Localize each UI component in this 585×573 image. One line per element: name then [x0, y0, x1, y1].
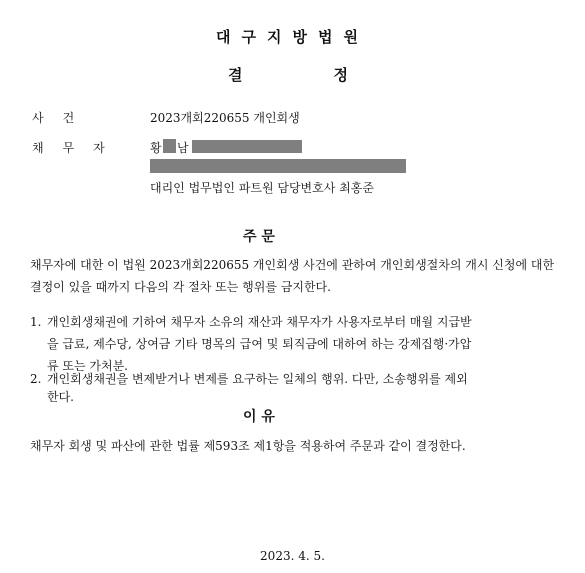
redaction-block: [163, 139, 176, 153]
order-heading: 주 문: [243, 229, 275, 245]
item-line: 을 급료, 제수당, 상여금 기타 명목의 급여 및 퇴직금에 대하여 하는 강제집행·가압: [47, 337, 472, 351]
item-line: 개인회생채권을 변제받거나 변제를 요구하는 일체의 행위. 다만, 소송행위를 제외: [47, 372, 468, 386]
item-line: 개인회생채권에 기하여 채무자 소유의 재산과 채무자가 사용자로부터 매월 지급받: [47, 315, 472, 329]
item-line: 한다.: [47, 390, 74, 404]
item-number: 2.: [30, 372, 42, 386]
order-text: 채무자에 대한 이 법원 2023개회220655 개인회생 사건에 관하여 개인회생절차의 개시 신청에 대한 결정이 있을 때까지 다음의 각 절차 또는 행위를 금지한다.: [30, 258, 555, 294]
debtor-name-end: 남: [177, 141, 189, 155]
document-title-char-1: 결: [228, 66, 243, 84]
case-label: 사건: [32, 111, 94, 125]
decision-date: 2023. 4. 5.: [260, 549, 325, 563]
debtor-label: 채무자: [32, 141, 124, 155]
redaction-block: [150, 159, 406, 173]
item-number: 1.: [30, 315, 42, 329]
case-value: 2023개회220655 개인회생: [150, 111, 300, 125]
document-title-char-2: 정: [333, 66, 348, 84]
reason-text: 채무자 회생 및 파산에 관한 법률 제593조 제1항을 적용하여 주문과 같이 결정한다.: [30, 439, 466, 453]
debtor-agent: 대리인 법무법인 파트원 담당변호사 최홍준: [150, 181, 374, 195]
debtor-name-start: 황: [150, 141, 162, 155]
redaction-block: [192, 140, 302, 153]
item-line: 류 또는 가처분.: [47, 359, 128, 373]
court-name: 대구지방법원: [216, 28, 369, 46]
reason-heading: 이 유: [243, 409, 275, 425]
